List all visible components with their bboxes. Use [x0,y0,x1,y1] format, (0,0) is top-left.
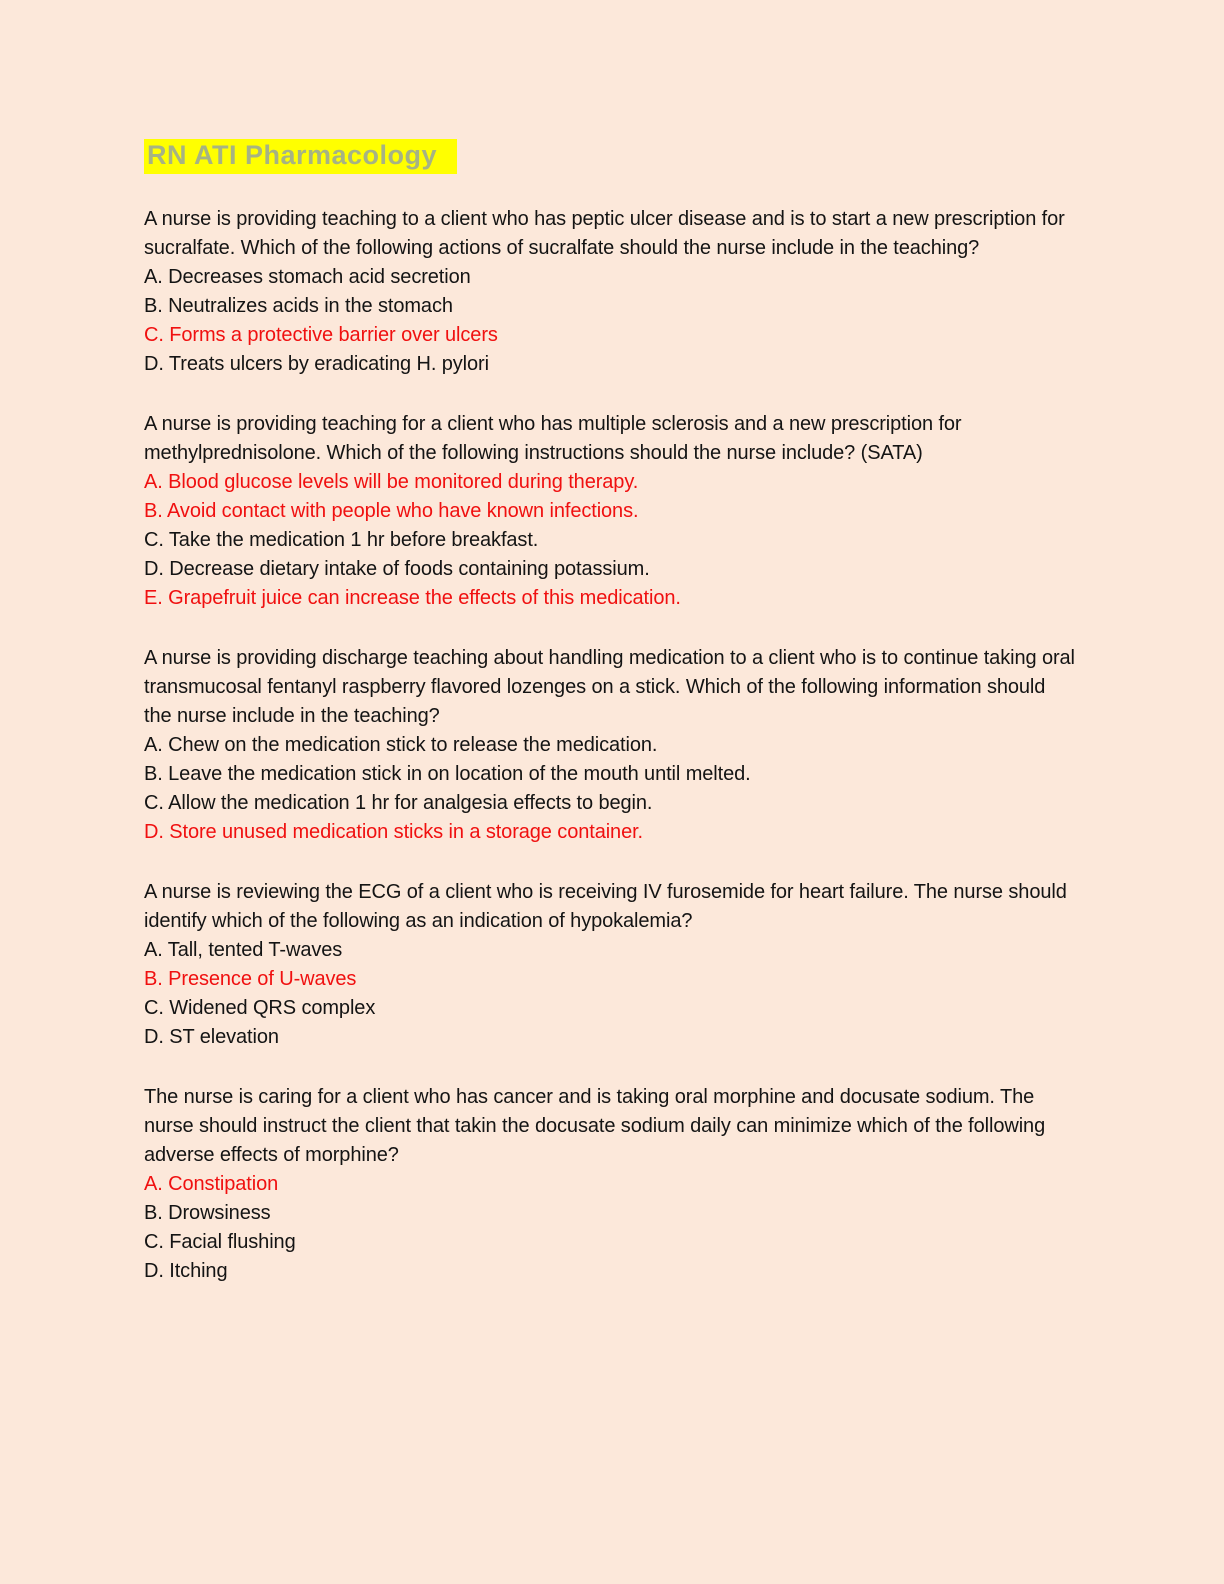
question-stem: A nurse is providing teaching for a client who has multiple sclerosis and a new prescription for methylprednisolone. Which of the following instructions should the nurse include? (SATA) [144,413,962,464]
question-stem: A nurse is reviewing the ECG of a client who is receiving IV furosemide for heart failure. The nurse should identify which of the following as an indication of hypokalemia? [144,881,1067,932]
answer-option: E. Grapefruit juice can increase the effects of this medication. [144,587,681,609]
question-block-5 [144,1083,1076,1286]
answer-option: A. Chew on the medication stick to release the medication. [144,734,658,756]
question-block-4 [144,878,1076,1052]
answer-option: D. Store unused medication sticks in a storage container. [144,821,644,843]
answer-option: A. Constipation [144,1173,279,1195]
answer-option: C. Forms a protective barrier over ulcers [144,324,498,346]
answer-options [144,936,1076,1052]
question-stem: A nurse is providing teaching to a client who has peptic ulcer disease and is to start a new prescription for sucralfate. Which of the following actions of sucralfate should the nurse include in the teaching? [144,208,1065,259]
answer-option: A. Blood glucose levels will be monitored during therapy. [144,471,639,493]
answer-option: D. Decrease dietary intake of foods containing potassium. [144,558,650,580]
answer-option: A. Decreases stomach acid secretion [144,266,471,288]
answer-options [144,263,1076,379]
answer-options [144,1170,1076,1286]
question-block-3 [144,644,1076,847]
answer-option: D. ST elevation [144,1026,279,1048]
document-content [144,205,1076,1286]
document-title: RN ATI Pharmacology [144,139,457,174]
answer-option: B. Drowsiness [144,1202,271,1224]
answer-option: B. Neutralizes acids in the stomach [144,295,453,317]
answer-options [144,468,1076,613]
question-stem: A nurse is providing discharge teaching about handling medication to a client who is to continue taking oral transmucosal fentanyl raspberry flavored lozenges on a stick. Which of the following information should the nurse include in the teaching? [144,647,1075,727]
answer-option: B. Presence of U-waves [144,968,357,990]
answer-option: B. Leave the medication stick in on location of the mouth until melted. [144,763,751,785]
answer-options [144,731,1076,847]
answer-option: D. Itching [144,1260,228,1282]
question-stem: The nurse is caring for a client who has cancer and is taking oral morphine and docusate sodium. The nurse should instruct the client that takin the docusate sodium daily can minimize which of the following adverse effects of morphine? [144,1086,1046,1166]
answer-option: A. Tall, tented T-waves [144,939,343,961]
question-block-2 [144,410,1076,613]
question-block-1 [144,205,1076,379]
answer-option: D. Treats ulcers by eradicating H. pylori [144,353,489,375]
answer-option: B. Avoid contact with people who have known infections. [144,500,639,522]
answer-option: C. Allow the medication 1 hr for analgesia effects to begin. [144,792,653,814]
answer-option: C. Facial flushing [144,1231,296,1253]
answer-option: C. Take the medication 1 hr before breakfast. [144,529,539,551]
answer-option: C. Widened QRS complex [144,997,376,1019]
